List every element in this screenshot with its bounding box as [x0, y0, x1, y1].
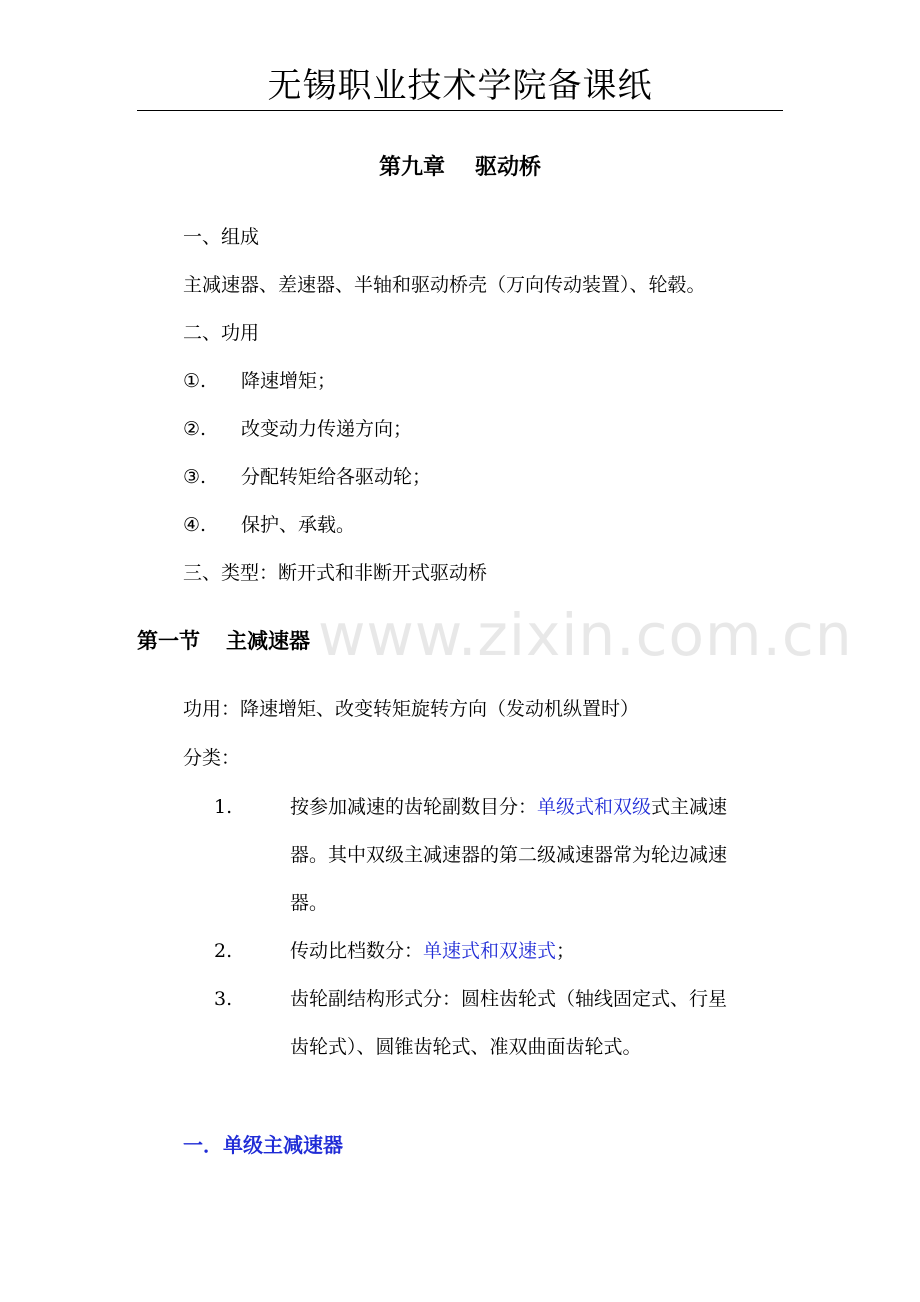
section-label: 第一节 [137, 629, 200, 653]
section-title [137, 625, 310, 657]
composition-heading: 一、组成 [183, 226, 260, 248]
function-item-text: 改变动力传递方向； [241, 418, 413, 440]
subsection-title: 一．单级主减速器 [183, 1133, 343, 1157]
list-item-prefix: 传动比档数分： [290, 940, 424, 962]
list-item-suffix: 式主减速 [651, 796, 728, 818]
section-function-text: 功用：降速增矩、改变转矩旋转方向（发动机纵置时） [183, 698, 640, 720]
function-item [183, 415, 412, 443]
list-item-number: 3. [214, 988, 233, 1010]
list-item-highlight: 单速式和双速式 [423, 940, 557, 962]
chapter-title [137, 152, 783, 184]
list-item-line: 器。 [290, 892, 329, 914]
list-item-line [290, 793, 727, 821]
list-item-prefix: 按参加减速的齿轮副数目分： [290, 796, 538, 818]
function-item [183, 367, 336, 395]
function-item-text: 分配转矩给各驱动轮； [241, 466, 432, 488]
function-item-text: 保护、承载。 [241, 514, 356, 536]
classification-label: 分类： [183, 747, 241, 769]
function-item-text: 降速增矩； [241, 370, 337, 392]
function-heading: 二、功用 [183, 322, 260, 344]
list-item-line: 器。其中双级主减速器的第二级减速器常为轮边减速 [290, 844, 728, 866]
types-text: 三、类型：断开式和非断开式驱动桥 [183, 562, 488, 584]
composition-text: 主减速器、差速器、半轴和驱动桥壳（万向传动装置）、轮毂。 [183, 274, 706, 296]
function-item-marker: ①. [183, 370, 207, 392]
list-item-number: 2. [214, 940, 233, 962]
watermark: www.zixin.com.cn [318, 601, 853, 669]
header-rule [137, 110, 783, 111]
function-item-marker: ②. [183, 418, 207, 440]
list-item-number: 1. [214, 796, 233, 818]
chapter-name: 驱动桥 [475, 155, 542, 180]
function-item-marker: ④. [183, 514, 207, 536]
list-item-line: 齿轮式）、圆锥齿轮式、准双曲面齿轮式。 [290, 1036, 642, 1058]
list-item-line: 齿轮副结构形式分：圆柱齿轮式（轴线固定式、行星 [290, 988, 728, 1010]
page-header-title: 无锡职业技术学院备课纸 [267, 66, 653, 106]
chapter-label: 第九章 [378, 155, 445, 180]
function-item-marker: ③. [183, 466, 207, 488]
list-item-highlight: 单级式和双级 [537, 796, 652, 818]
list-item-suffix: ； [556, 940, 576, 962]
list-item-line [290, 937, 575, 965]
function-item [183, 463, 431, 491]
function-item [183, 511, 355, 539]
section-name: 主减速器 [226, 629, 310, 653]
